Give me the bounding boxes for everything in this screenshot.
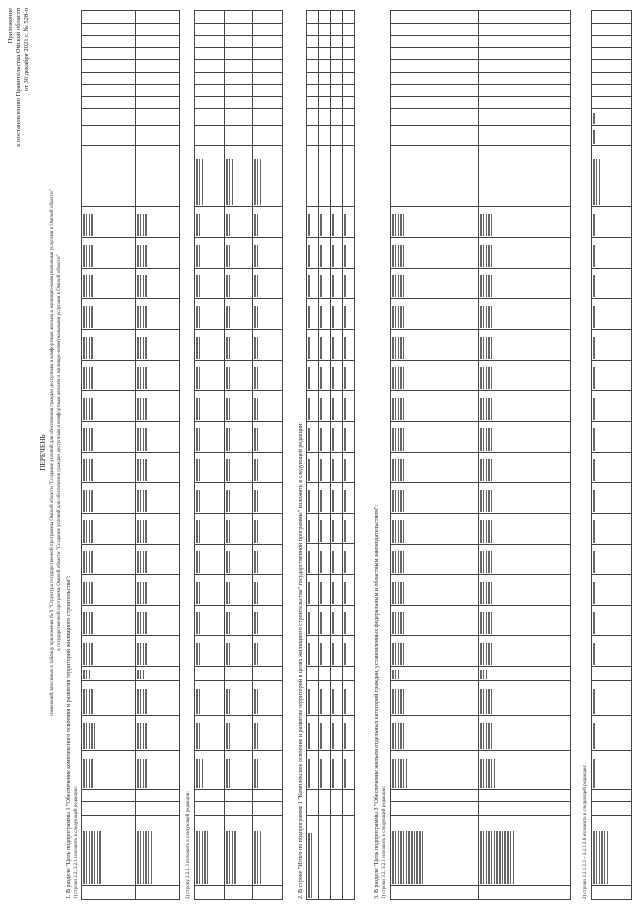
- document-title: ПЕРЕЧЕНЬ: [39, 434, 47, 471]
- section-3-item-1: 1) строки 3.2, 3.2.1 изложить в следующей редакции:: [382, 785, 387, 899]
- table-rows-3-2-1-2: [591, 10, 632, 900]
- section-2-heading: 2. В строке "Итого по подпрограмме 1 "Комплексное освоение и развитие территорий в целях жилищного строительства" государственной программы" изложить в следующей редакции:: [298, 422, 304, 899]
- table-row: [195, 11, 225, 900]
- table-row: [479, 11, 571, 900]
- table-row: [82, 11, 136, 900]
- table-rows-2-2: [81, 10, 180, 900]
- document-subtitle-2: к государственной программе Омской области "Создание условий для обеспечения граждан доступным и комфортным жильем и жилищно-коммунальными услугами в Омской области": [57, 254, 62, 651]
- section-3-item-2: 2) строки 3.2.1.2.3 – 3.2.1.2.6 изложить в следующей редакции:: [583, 764, 588, 899]
- table-total-subprogram-1: [306, 10, 355, 900]
- table-row: [592, 11, 632, 900]
- table-row: [253, 11, 283, 900]
- table-row: [136, 11, 180, 900]
- document-subtitle-1: изменений, вносимых в таблицу приложения № 9 "Структура государственной программы Омской области "Создание условий для обеспечения граждан доступным и комфортным жильем и жилищно-коммунальными услугами в Омской области": [50, 189, 55, 716]
- table-row: [225, 11, 253, 900]
- section-1-heading: 1. В разделе "Цель подпрограммы 1 "Обеспечение комплексного освоения и развития территорий жилищного строительства":: [66, 575, 72, 899]
- table-row: [307, 11, 319, 900]
- appendix-label: Приложение: [7, 8, 14, 44]
- table-row: [331, 11, 343, 900]
- appendix-line-1: к постановлению Правительства Омской области: [15, 8, 22, 147]
- section-1-item-2: 2) строку 2.2.1.3 изложить в следующей редакции:: [186, 791, 191, 899]
- section-1-item-1: 1) строки 2.2, 2.2.1 изложить в следующей редакции:: [74, 785, 79, 899]
- table-rows-3-2: [390, 10, 571, 900]
- section-3-heading: 3. В разделе "Цель подпрограммы 3 "Обеспечение жильем отдельных категорий граждан, установленных федеральным и областным законодательством":: [374, 505, 380, 899]
- table-row-2-2-1-3: [194, 10, 283, 900]
- table-row: [391, 11, 479, 900]
- table-row: [343, 11, 355, 900]
- appendix-line-2: от 30 декабря 2021 г. № 528-п: [23, 8, 30, 92]
- table-row: [319, 11, 331, 900]
